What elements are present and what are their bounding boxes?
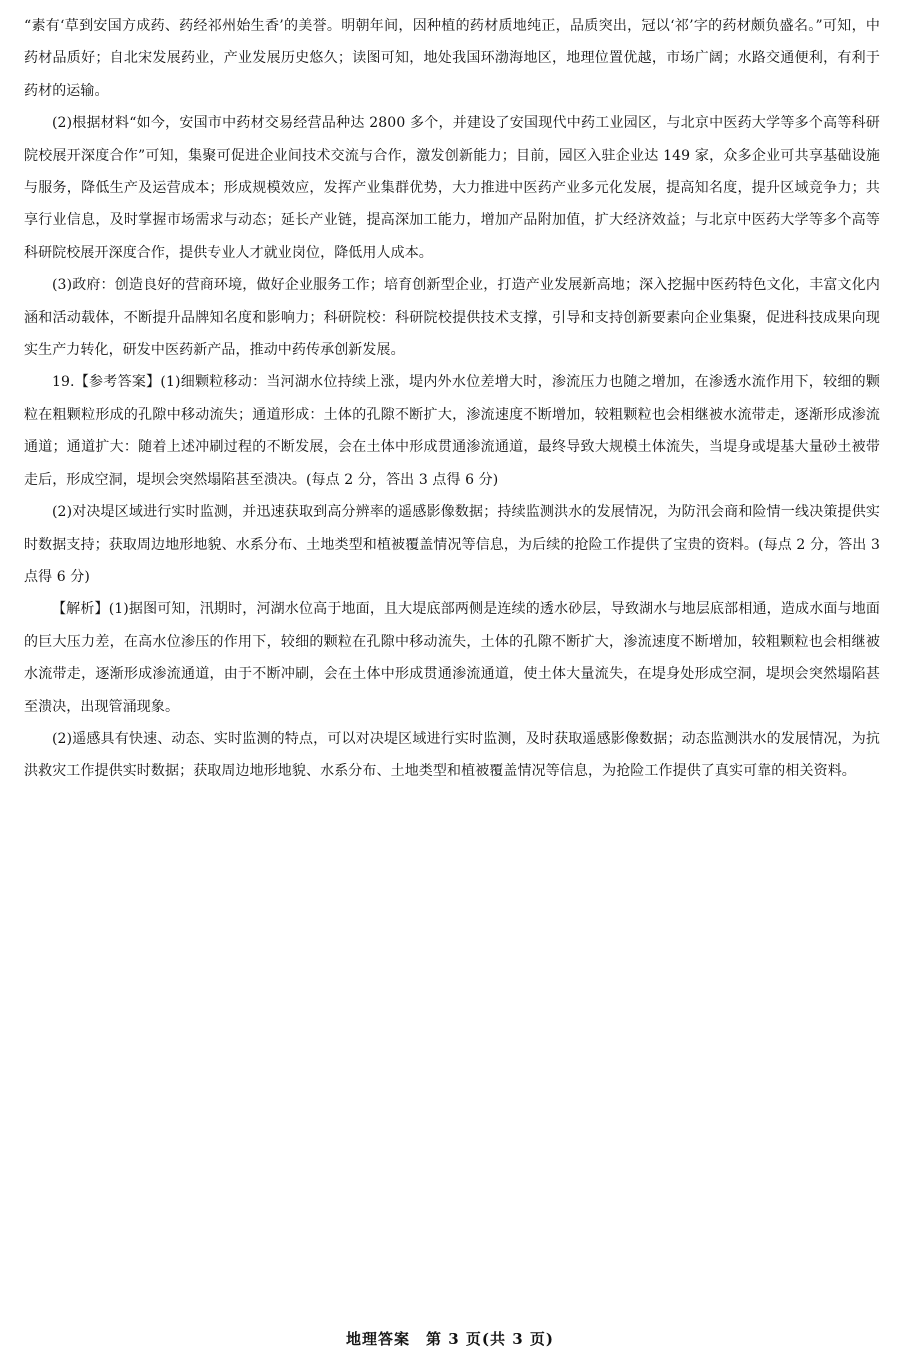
paragraph-q19-answer-2: (2)对决堤区域进行实时监测，并迅速获取到高分辨率的遥感影像数据；持续监测洪水的发展情况，为防汛会商和险情一线决策提供实时数据支持；获取周边地形地貌、水系分布、土地类型和植被覆盖情况等信息，为后续的抢险工作提供了宝贵的资料。(每点 2 分，答出 3 点得 6 分) [24, 504, 880, 585]
paragraph-q19-answer-1: 19.【参考答案】(1)细颗粒移动：当河湖水位持续上涨，堤内外水位差增大时，渗流压力也随之增加，在渗透水流作用下，较细的颗粒在粗颗粒形成的孔隙中移动流失；通道形成：土体的孔隙不断扩大，渗流速度不断增加，较粗颗粒也会相继被水流带走，逐渐形成渗流通道；通道扩大：随着上述冲刷过程的不断发展，会在土体中形成贯通渗流通道，最终导致大规模土体流失，当堤身或堤基大量砂土被带走后，形成空洞，堤坝会突然塌陷甚至溃决。(每点 2 分，答出 3 点得 6 分) [24, 374, 880, 488]
paragraph-q18-3: (3)政府：创造良好的营商环境，做好企业服务工作；培育创新型企业，打造产业发展新高地；深入挖掘中医药特色文化，丰富文化内涵和活动载体，不断提升品牌知名度和影响力；科研院校：科研院校提供技术支撑，引导和支持创新要素向企业集聚，促进科技成果向现实生产力转化，研发中医药新产品，推动中药传承创新发展。 [24, 277, 880, 359]
paragraph-q18-1-continued: “素有‘草到安国方成药、药经祁州始生香’的美誉。明朝年间，因种植的药材质地纯正，品质突出，冠以‘祁’字的药材颇负盛名。”可知，中药材品质好；自北宋发展药业，产业发展历史悠久；读图可知，地处我国环渤海地区，地理位置优越，市场广阔；水路交通便利，有利于药材的运输。 [24, 18, 880, 99]
paragraph-q19-analysis-2: (2)遥感具有快速、动态、实时监测的特点，可以对决堤区域进行实时监测，及时获取遥感影像数据；动态监测洪水的发展情况，为抗洪救灾工作提供实时数据；获取周边地形地貌、水系分布、土地类型和植被覆盖情况等信息，为抢险工作提供了真实可靠的相关资料。 [24, 730, 880, 780]
answer-document [24, 10, 880, 788]
paragraph-q19-analysis-1: 【解析】(1)据图可知，汛期时，河湖水位高于地面，且大堤底部两侧是连续的透水砂层，导致湖水与地层底部相通，造成水面与地面的巨大压力差，在高水位渗压的作用下，较细的颗粒在孔隙中移动流失，土体的孔隙不断扩大，渗流速度不断增加，较粗颗粒也会相继被水流带走，逐渐形成渗流通道，由于不断冲刷，会在土体中形成贯通渗流通道，使土体大量流失，在堤身处形成空洞，堤坝会突然塌陷甚至溃决，出现管涌现象。 [24, 601, 880, 715]
paragraph-q18-2: (2)根据材料“如今，安国市中药材交易经营品种达 2800 多个，并建设了安国现代中药工业园区，与北京中医药大学等多个高等科研院校展开深度合作”可知，集聚可促进企业间技术交流与合作，激发创新能力；目前，园区入驻企业达 149 家，众多企业可共享基础设施与服务，降低生产及运营成本；形成规模效应，发挥产业集群优势，大力推进中医药产业多元化发展，提高知名度，提升区域竞争力；共享行业信息，及时掌握市场需求与动态；延长产业链，提高深加工能力，增加产品附加值，扩大经济效益；与北京中医药大学等多个高等科研院校展开深度合作，提供专业人才就业岗位，降低用人成本。 [24, 115, 880, 261]
page-footer: 地理答案 第 3 页(共 3 页) [346, 1330, 554, 1348]
